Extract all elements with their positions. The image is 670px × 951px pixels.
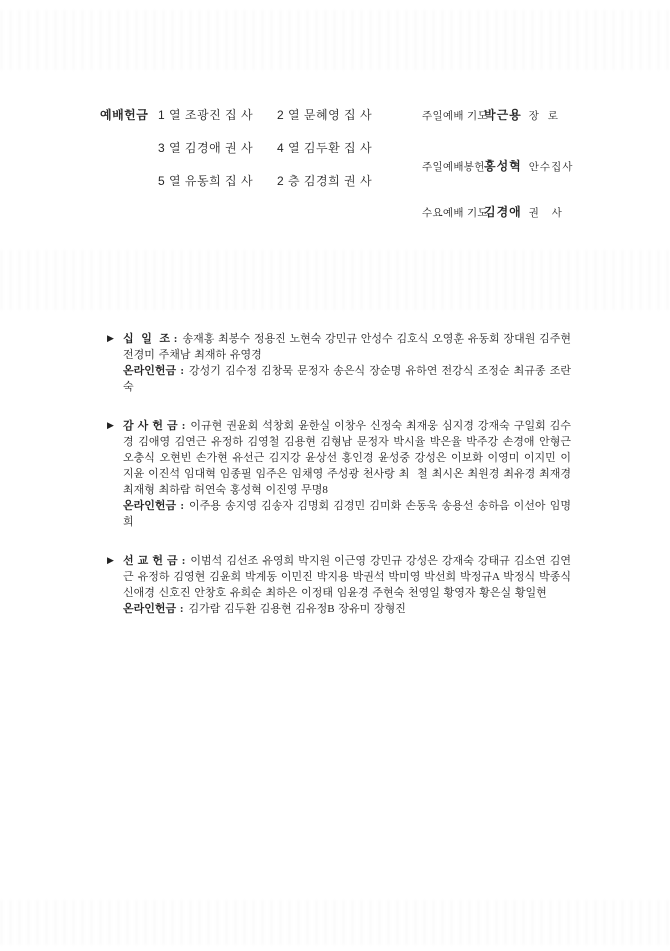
- section-label: 십 일 조 :: [123, 333, 178, 345]
- duty-role: 주일예배 기도: [422, 110, 488, 122]
- duty-title: 안수집사: [528, 161, 574, 173]
- offering-row: [158, 106, 372, 139]
- online-offering-label: 온라인헌금 :: [123, 500, 184, 512]
- online-giver-names: 강성기 김수정 김창묵 문정자 송은식 장순명 유하연 전강식 조정순 최규종 조란숙: [123, 365, 572, 393]
- giver-names: 송재홍 최봉수 정용진 노현숙 강민규 안성수 김호식 오영훈 유동회 장대원 김주현 전경미 주채남 최재하 유영경: [123, 333, 572, 361]
- triangle-bullet-icon: ▶: [107, 556, 114, 566]
- section-label: 선 교 헌 금 :: [123, 555, 186, 567]
- offering-cell: 2 층 김경희 권 사: [277, 174, 373, 188]
- duty-role: 주일예배봉헌: [422, 161, 485, 173]
- triangle-bullet-icon: ▶: [107, 421, 114, 431]
- giver-names: 이규현 권윤회 석창회 윤한실 이창우 신정숙 최재웅 심지경 강재숙 구일회 김수경 김애영 김연근 유정하 김영철 김용현 김형남 문정자 박시율 박은율 박주강 손경애 안형근 오충식 오현빈 손가현 유선근 김지강 윤상선 홍인경 윤성중 강성은 이보화 이영미 이지민 이지윤 이진석 임대혁 임종필 임주은 임채영 주성광 천사랑 최 철 최시온 최원경 최유경 최재경 최재형 최하람 허연숙 홍성혁 이진영 무명8: [123, 420, 572, 496]
- duty-title: 장 로: [528, 110, 559, 122]
- offering-cell: 1 열 조광진 집 사: [158, 108, 254, 122]
- duty-name: 박근용: [484, 108, 522, 122]
- offering-header-label: 예배헌금: [100, 108, 149, 122]
- online-paragraph: [123, 601, 571, 617]
- duty-row: [422, 157, 573, 174]
- offering-row: [158, 139, 372, 172]
- duty-title: 권 사: [528, 207, 563, 219]
- scan-bleed-noise: [0, 900, 670, 945]
- giver-names: 이범석 김선조 유영희 박지원 이근영 강민규 강성은 강재숙 강태규 김소연 김연근 유정하 김영현 김윤희 박계동 이민진 박지용 박권석 박미영 박선희 박정규A 박정식 박종식 신애경 신호진 안창호 유희순 최하은 이정태 임윤경 주현숙 천영일 황영자 황은실 황일현: [123, 555, 572, 599]
- scan-bleed-noise: [0, 250, 670, 310]
- duty-list: [422, 106, 573, 220]
- duty-row: [422, 203, 573, 220]
- duty-role: 수요예배 기도: [422, 207, 488, 219]
- duty-row: [422, 106, 573, 123]
- offering-cell: 5 열 유동희 집 사: [158, 174, 254, 188]
- offering-roster: [158, 106, 372, 205]
- offering-cell: 2 열 문혜영 집 사: [277, 108, 373, 122]
- offering-sections: [107, 331, 571, 617]
- section-names-paragraph: [123, 553, 571, 601]
- scan-bleed-noise: [0, 10, 670, 70]
- online-giver-names: 이주용 송지영 김송자 김명회 김경민 김미화 손동욱 송용선 송하음 이선아 임명희: [123, 500, 572, 528]
- online-giver-names: 김가람 김두환 김용현 김유정B 장유미 장형진: [188, 603, 406, 615]
- online-offering-label: 온라인헌금 :: [123, 365, 184, 377]
- section-names-paragraph: [123, 331, 571, 363]
- duty-name: 홍성혁: [484, 159, 522, 173]
- section-names-paragraph: [123, 418, 571, 498]
- duty-name: 김경애: [484, 205, 522, 219]
- section-thanksgiving: [107, 418, 571, 530]
- online-paragraph: [123, 498, 571, 530]
- offering-cell: 3 열 김경애 권 사: [158, 141, 254, 155]
- section-tithe: [107, 331, 571, 395]
- online-paragraph: [123, 363, 571, 395]
- offering-cell: 4 열 김두환 집 사: [277, 141, 373, 155]
- section-mission: [107, 553, 571, 617]
- online-offering-label: 온라인헌금 :: [123, 603, 184, 615]
- offering-row: [158, 172, 372, 205]
- triangle-bullet-icon: ▶: [107, 334, 114, 344]
- section-label: 감 사 헌 금 :: [123, 420, 186, 432]
